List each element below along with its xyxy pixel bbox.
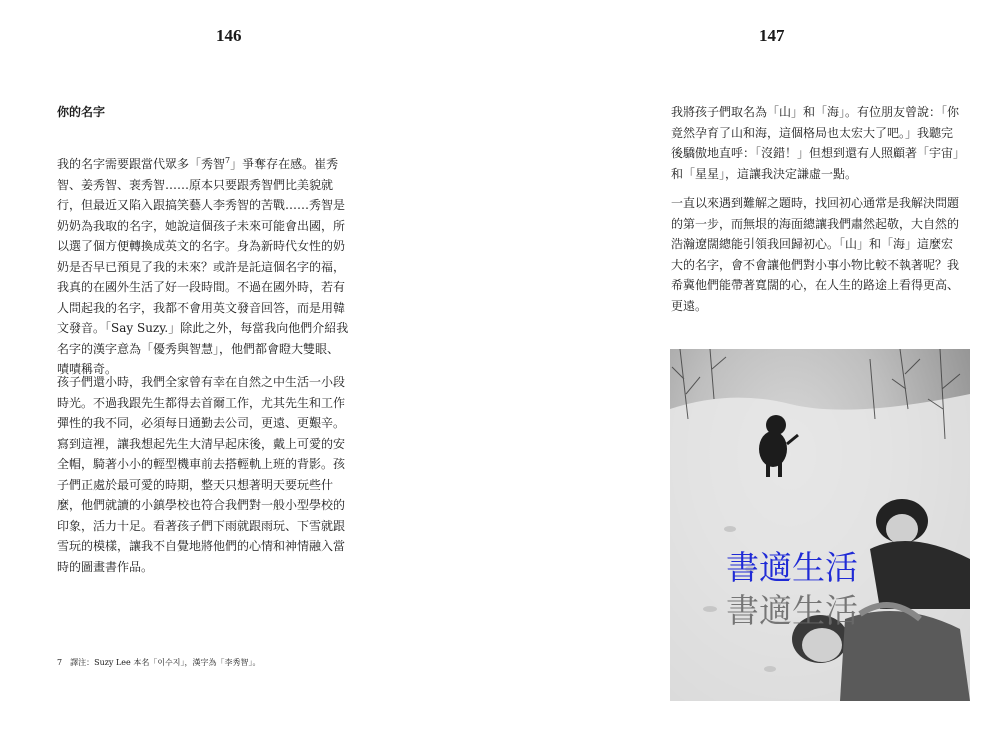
watermark-gray: 書適生活 xyxy=(726,591,858,630)
right-page xyxy=(500,0,1000,729)
left-paragraph-1-rest: 」爭奪存在感。崔秀 智、姜秀智、裵秀智……原本只要跟秀智們比美貌就 行，但最近又陷入跟搞笑藝人李秀智的苦戰……秀智是 奶奶為我取的名字，她說這個孩子未來可能會出國，所 以選了個方便轉換成英文的名字。身為新時代女性的奶 奶是否早已預見了我的未來？或許是託這個名字的福， 我真的在國外生活了好一段時間。不過在國外時，若有 人問起我的名字，我都不會用英文發音回答，而是用韓 文發音。「Say Suzy.」除此之外，每當我向他們介紹我 名字的漢字意為「優秀與智慧」，他們都會瞪大雙眼、 嘖嘖稱奇。 xyxy=(57,157,349,376)
right-paragraph-1: 我將孩子們取名為「山」和「海」。有位朋友曾說：「你 竟然孕育了山和海，這個格局也太宏大了吧。」我聽完 後驕傲地直呼：「沒錯！」但想到還有人照顧著「宇宙」 和「星星」，這讓我決定謙虛一點。 xyxy=(671,105,966,181)
left-paragraph-1-start: 我的名字需要跟當代眾多「秀智 xyxy=(57,157,226,171)
right-paragraph-2: 一直以來遇到難解之題時，找回初心通常是我解決問題 的第一步，而無垠的海面總讓我們肅然起敬，大自然的 浩瀚遼闊總能引領我回歸初心。「山」和「海」這麼宏 大的名字，會不會讓他們對小事小物比較不執著呢？我 希冀他們能帶著寬闊的心，在人生的路途上看得更高、 更遠。 xyxy=(671,196,960,313)
snow-scene-illustration xyxy=(670,349,970,701)
watermark-blue: 書適生活 xyxy=(726,548,858,587)
footnote-reference: 7 xyxy=(225,156,231,165)
left-paragraph-1 xyxy=(57,154,377,380)
section-title: 你的名字 xyxy=(57,105,106,119)
page-number-right: 147 xyxy=(759,26,785,45)
page-number-left: 146 xyxy=(216,26,242,45)
left-paragraph-2: 孩子們還小時，我們全家曾有幸在自然之中生活一小段 時光。不過我跟先生都得去首爾工作，尤其先生和工作 彈性的我不同，必須每日通勤去公司，更遠、更艱辛。 寫到這裡，讓我想起先生大清早起床後，戴上可愛的安 全帽，騎著小小的輕型機車前去搭輕軌上班的背影。孩 子們正處於最可愛的時期，整天只想著明天要玩些什 麼，他們就讀的小鎮學校也符合我們對一般小型學校的 印象，活力十足。看著孩子們下雨就跟雨玩、下雪就跟 雪玩的模樣，讓我不自覺地將他們的心情和神情融入當 時的圖畫書作品。 xyxy=(57,375,346,574)
snow-photo xyxy=(670,349,970,701)
footnote: 7 譯注：Suzy Lee 本名「이수지」，漢字為「李秀智」。 xyxy=(57,658,261,667)
